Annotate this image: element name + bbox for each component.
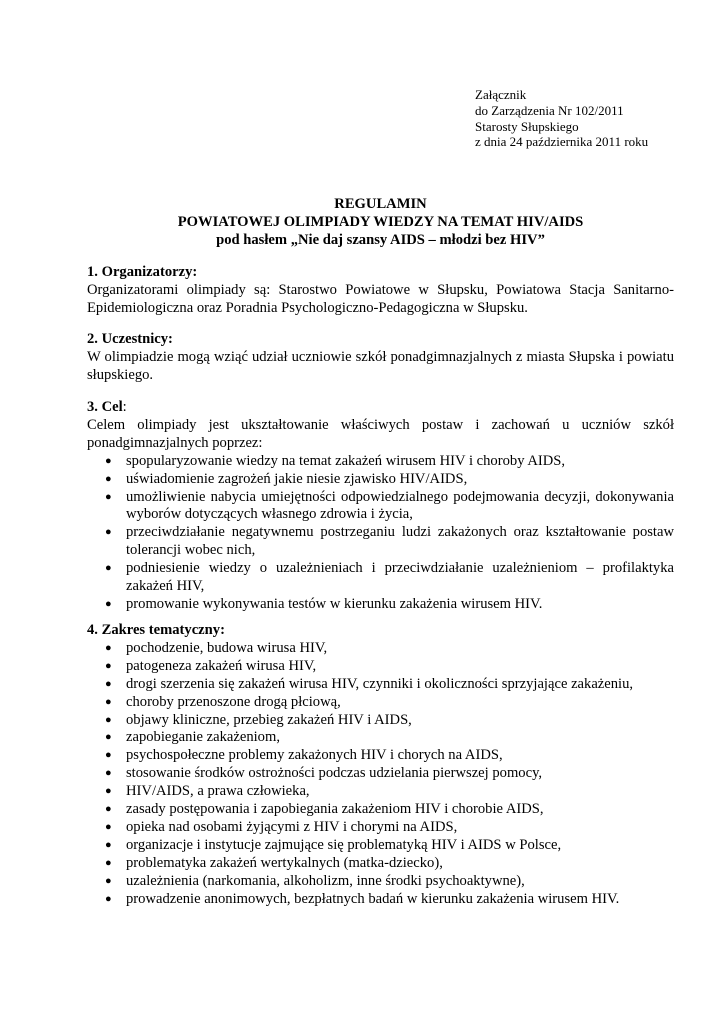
list-item-text: zasady postępowania i zapobiegania zakażeniom HIV i chorobie AIDS, [126,801,544,818]
list-item-text: prowadzenie anonimowych, bezpłatnych badań w kierunku zakażenia wirusem HIV. [126,890,620,907]
bullet-icon: ● [105,803,112,816]
list-item-text: problematyka zakażeń wertykalnych (matka-dziecko), [126,854,443,871]
document-title [87,196,674,250]
bullet-icon: ● [105,454,112,467]
section-participants-heading: 2. Uczestnicy: [87,331,173,347]
section-organizers [87,264,674,318]
bullet-icon: ● [105,597,112,610]
list-item [87,640,674,658]
bullet-icon: ● [105,731,112,744]
list-item [87,747,674,765]
list-item [87,471,674,489]
list-item [87,694,674,712]
list-item-text: promowanie wykonywania testów w kierunku zakażenia wirusem HIV. [126,595,543,612]
bullet-icon: ● [105,892,112,905]
section-goal-heading-colon: : [122,399,127,415]
list-item [87,712,674,730]
list-item-text: organizacje i instytucje zajmujące się problematyką HIV i AIDS w Polsce, [126,836,562,853]
title-line-3: pod hasłem „Nie daj szansy AIDS – młodzi bez HIV” [216,231,545,248]
bullet-icon: ● [105,695,112,708]
list-item [87,676,674,694]
list-item-text: choroby przenoszone drogą płciową, [126,693,341,710]
list-item [87,765,674,783]
list-item [87,729,674,747]
bullet-icon: ● [105,490,112,503]
list-item-text: uzależnienia (narkomania, alkoholizm, inne środki psychoaktywne), [126,872,525,889]
title-line-1: REGULAMIN [334,196,427,212]
section-organizers-heading: 1. Organizatorzy: [87,264,198,280]
bullet-icon: ● [105,874,112,887]
section-goal-intro: Celem olimpiady jest ukształtowanie właściwych postaw i zachowań u uczniów szkół ponadgimnazjalnych poprzez: [87,416,674,451]
list-item-text: patogeneza zakażeń wirusa HIV, [126,657,317,674]
list-item-text: umożliwienie nabycia umiejętności odpowiedzialnego podejmowania decyzji, dokonywania wyborów dotyczących własnego zdrowia i życia, [126,488,674,523]
list-item [87,453,674,471]
list-item-text: drogi szerzenia się zakażeń wirusa HIV, czynniki i okoliczności sprzyjające zakażeniu, [126,675,634,692]
list-item-text: podniesienie wiedzy o uzależnieniach i przeciwdziałanie uzależnieniom – profilaktyka zakażeń HIV, [126,560,674,595]
section-goal [87,399,674,614]
list-item-text: pochodzenie, budowa wirusa HIV, [126,639,328,656]
attachment-header [475,87,705,150]
list-item-text: objawy kliniczne, przebieg zakażeń HIV i AIDS, [126,711,412,728]
list-item-text: spopularyzowanie wiedzy na temat zakażeń wirusem HIV i choroby AIDS, [126,452,566,469]
list-item-text: opieka nad osobami żyjącymi z HIV i chorymi na AIDS, [126,818,458,835]
bullet-icon: ● [105,677,112,690]
goal-list [87,453,674,614]
list-item-text: zapobieganie zakażeniom, [126,729,280,746]
bullet-icon: ● [105,526,112,539]
section-topics-heading: 4. Zakres tematyczny: [87,622,225,638]
section-participants [87,331,674,385]
attachment-line-3: Starosty Słupskiego [475,118,579,134]
topics-list [87,640,674,909]
list-item [87,891,674,909]
attachment-line-2: do Zarządzenia Nr 102/2011 [475,102,624,118]
bullet-icon: ● [105,749,112,762]
list-item [87,873,674,891]
list-item [87,801,674,819]
bullet-icon: ● [105,641,112,654]
section-participants-text: W olimpiadzie mogą wziąć udział uczniowie szkół ponadgimnazjalnych z miasta Słupska i powiatu słupskiego. [87,348,674,383]
section-topics [87,622,674,909]
list-item [87,596,674,614]
list-item-text: stosowanie środków ostrożności podczas udzielania pierwszej pomocy, [126,765,543,782]
list-item [87,783,674,801]
list-item [87,837,674,855]
list-item [87,560,674,596]
list-item [87,855,674,873]
bullet-icon: ● [105,856,112,869]
list-item-text: psychospołeczne problemy zakażonych HIV i chorych na AIDS, [126,747,503,764]
bullet-icon: ● [105,820,112,833]
section-goal-heading [87,399,674,417]
attachment-line-4: z dnia 24 października 2011 roku [475,134,649,150]
list-item [87,524,674,560]
bullet-icon: ● [105,838,112,851]
attachment-line-1: Załącznik [475,87,527,102]
bullet-icon: ● [105,785,112,798]
section-goal-heading-label: 3. Cel [87,399,123,415]
list-item [87,819,674,837]
list-item-text: HIV/AIDS, a prawa człowieka, [126,783,310,800]
list-item [87,489,674,525]
bullet-icon: ● [105,713,112,726]
bullet-icon: ● [105,659,112,672]
list-item-text: uświadomienie zagrożeń jakie niesie zjawisko HIV/AIDS, [126,470,468,487]
bullet-icon: ● [105,472,112,485]
bullet-icon: ● [105,767,112,780]
bullet-icon: ● [105,562,112,575]
section-organizers-text: Organizatorami olimpiady są: Starostwo Powiatowe w Słupsku, Powiatowa Stacja Sanitarno-Epidemiologiczna oraz Poradnia Psychologiczno-Pedagogiczna w Słupsku. [87,281,674,316]
list-item-text: przeciwdziałanie negatywnemu postrzeganiu ludzi zakażonych oraz kształtowanie postaw tolerancji wobec nich, [126,524,674,559]
title-line-2: POWIATOWEJ OLIMPIADY WIEDZY NA TEMAT HIV/AIDS [177,213,584,230]
list-item [87,658,674,676]
